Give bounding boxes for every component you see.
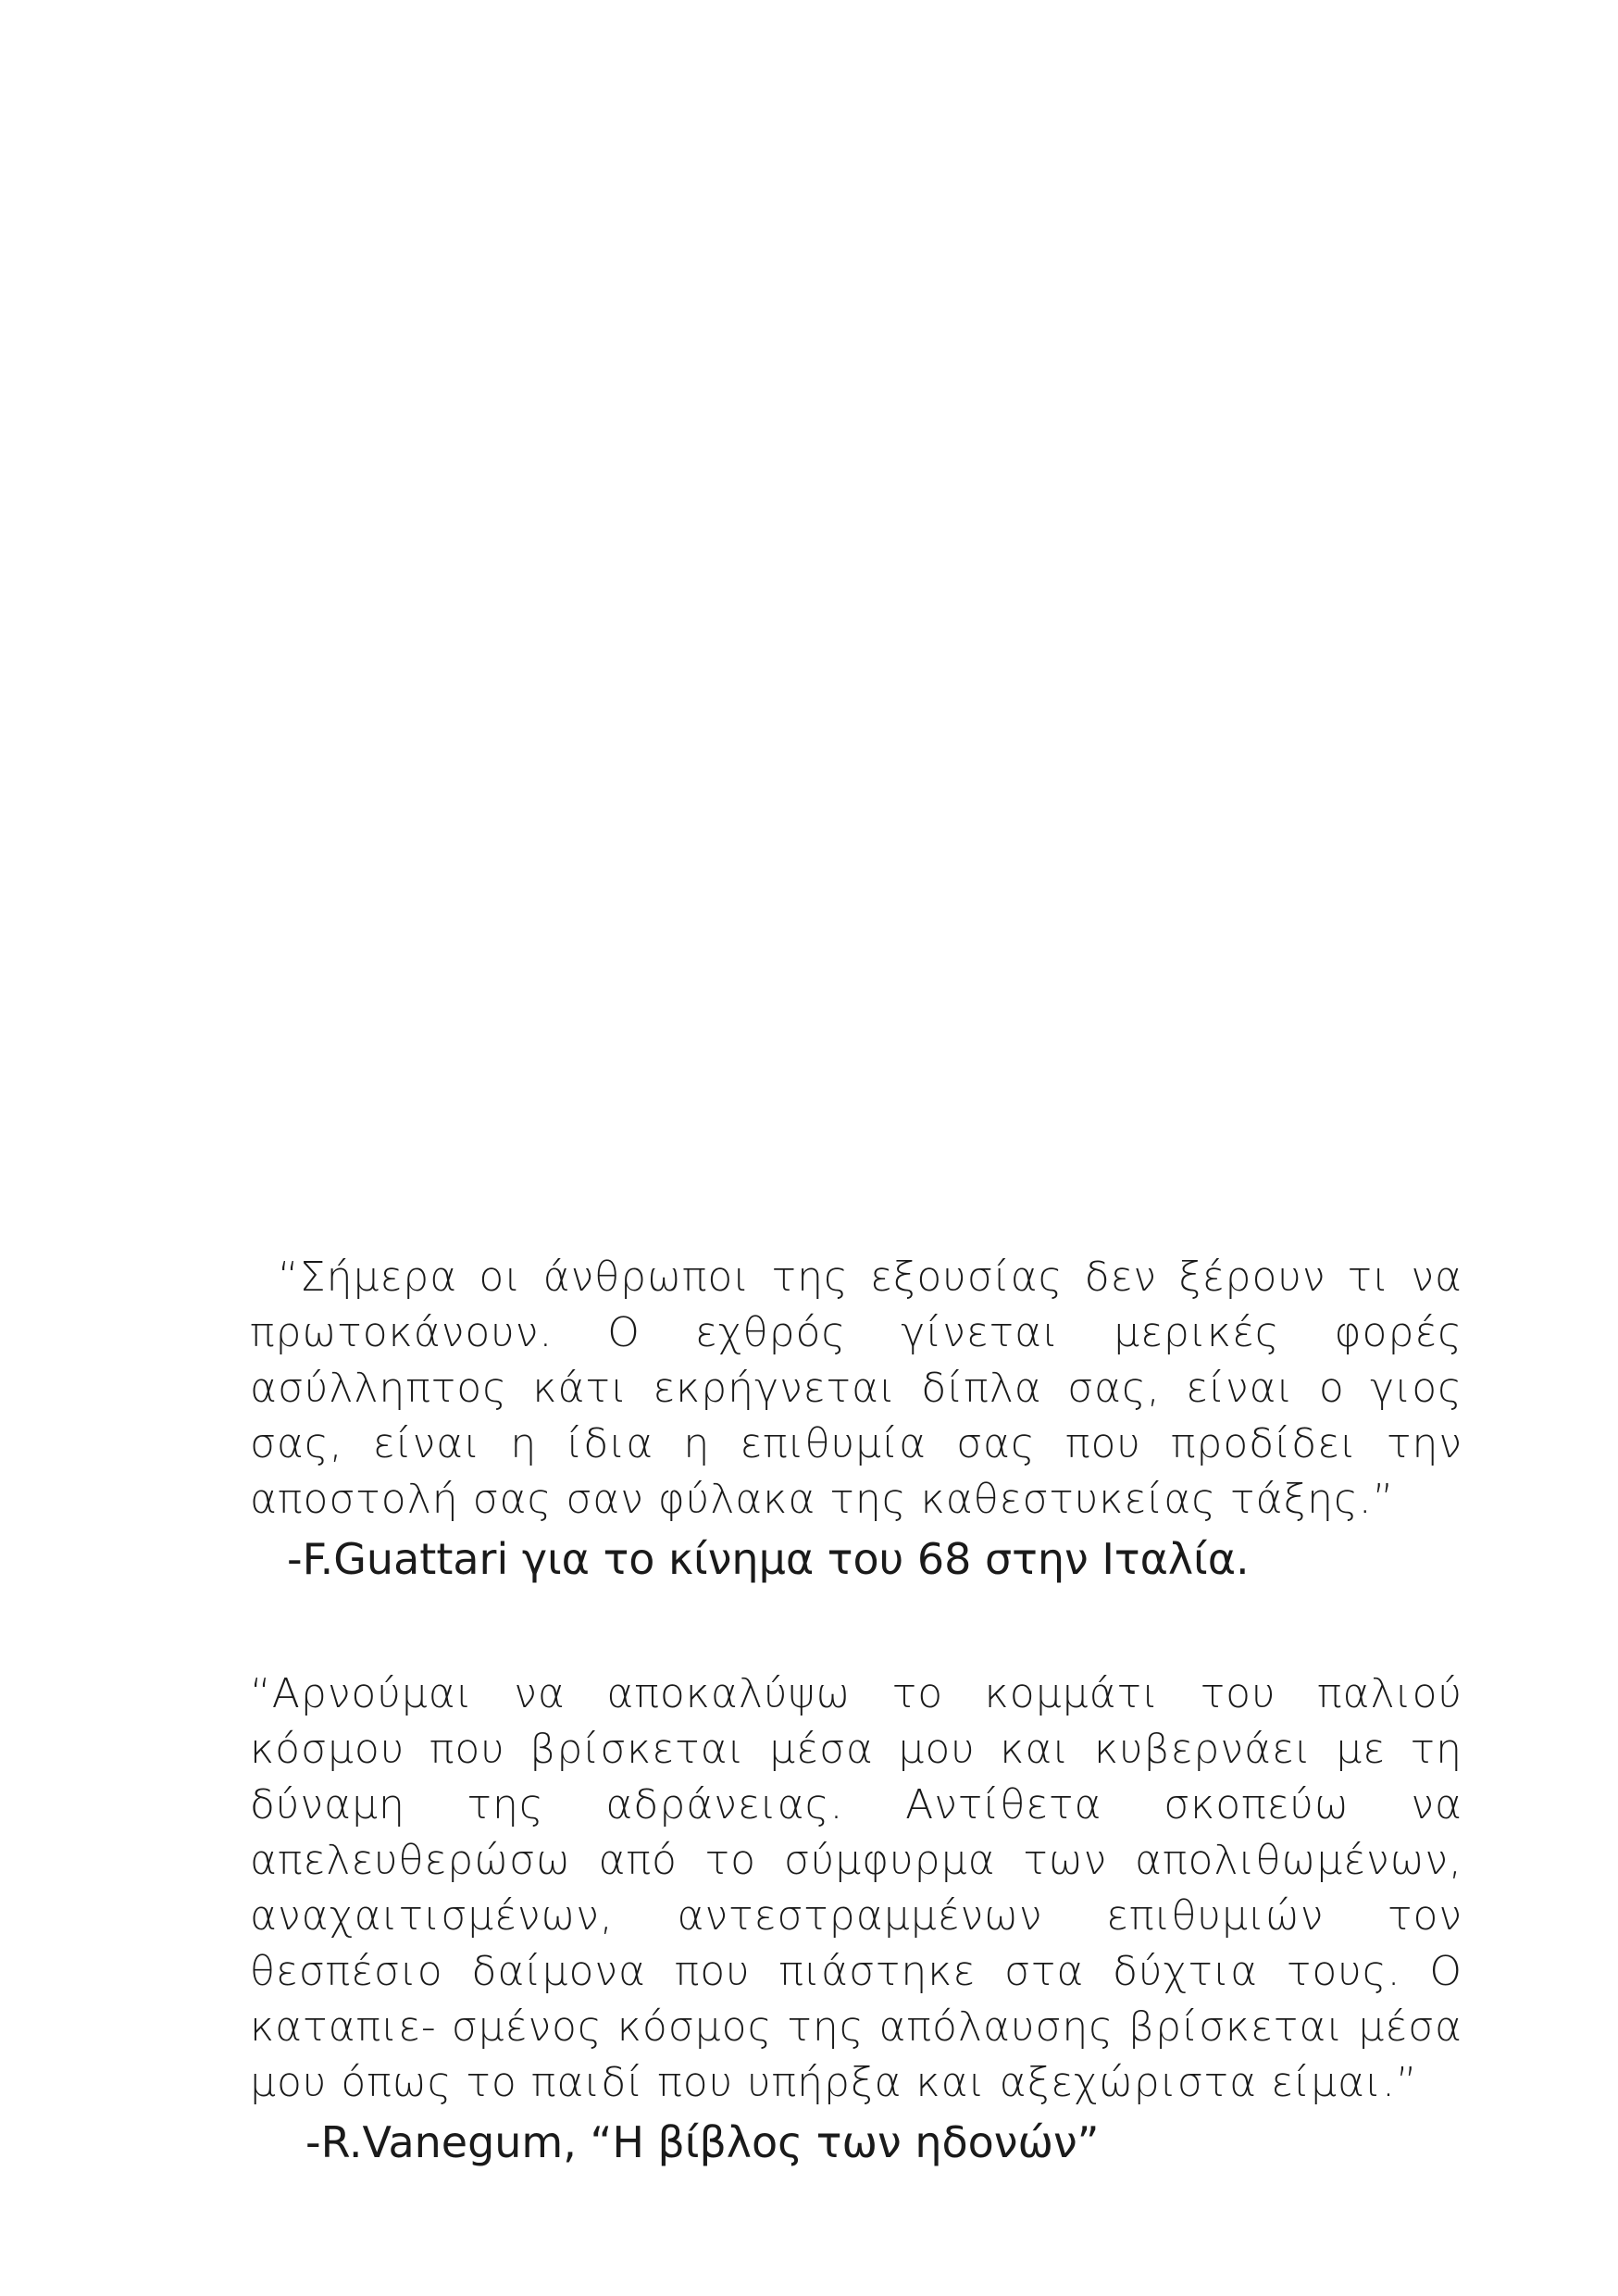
quote-guattari bbox=[250, 1250, 1462, 1587]
quote-attribution: -F.Guattari για το κίνημα του 68 στην Ιταλία. bbox=[287, 1534, 1250, 1584]
quote-text: “Σήμερα οι άνθρωποι της εξουσίας δεν ξέρουν τι να πρωτοκάνουν. Ο εχθρός γίνεται μερικές φορές ασύλληπτος κάτι εκρήγνεται δίπλα σας, είναι ο γιος σας, είναι η ίδια η επιθυμία σας που προδίδει την αποστολή σας σαν φύλακα της καθεστυκείας τάξης.” bbox=[250, 1254, 1462, 1523]
quote-vanegum bbox=[250, 1666, 1462, 2170]
quote-attribution: -R.Vanegum, “Η βίβλος των ηδονών” bbox=[305, 2117, 1100, 2167]
quote-text: “Αρνούμαι να αποκαλύψω το κομμάτι του παλιού κόσμου που βρίσκεται μέσα μου και κυβερνάει με τη δύναμη της αδράνειας. Αντίθετα σκοπεύω να απελευθερώσω από το σύμφυρμα των απολιθωμένων, αναχαιτισμένων, αντεστραμμένων επιθυμιών τον θεσπέσιο δαίμονα που πιάστηκε στα δύχτια τους. Ο καταπιε- σμένος κόσμος της απόλαυσης βρίσκεται μέσα μου όπως το παιδί που υπήρξα και αξεχώριστα είμαι.” bbox=[250, 1670, 1462, 2106]
